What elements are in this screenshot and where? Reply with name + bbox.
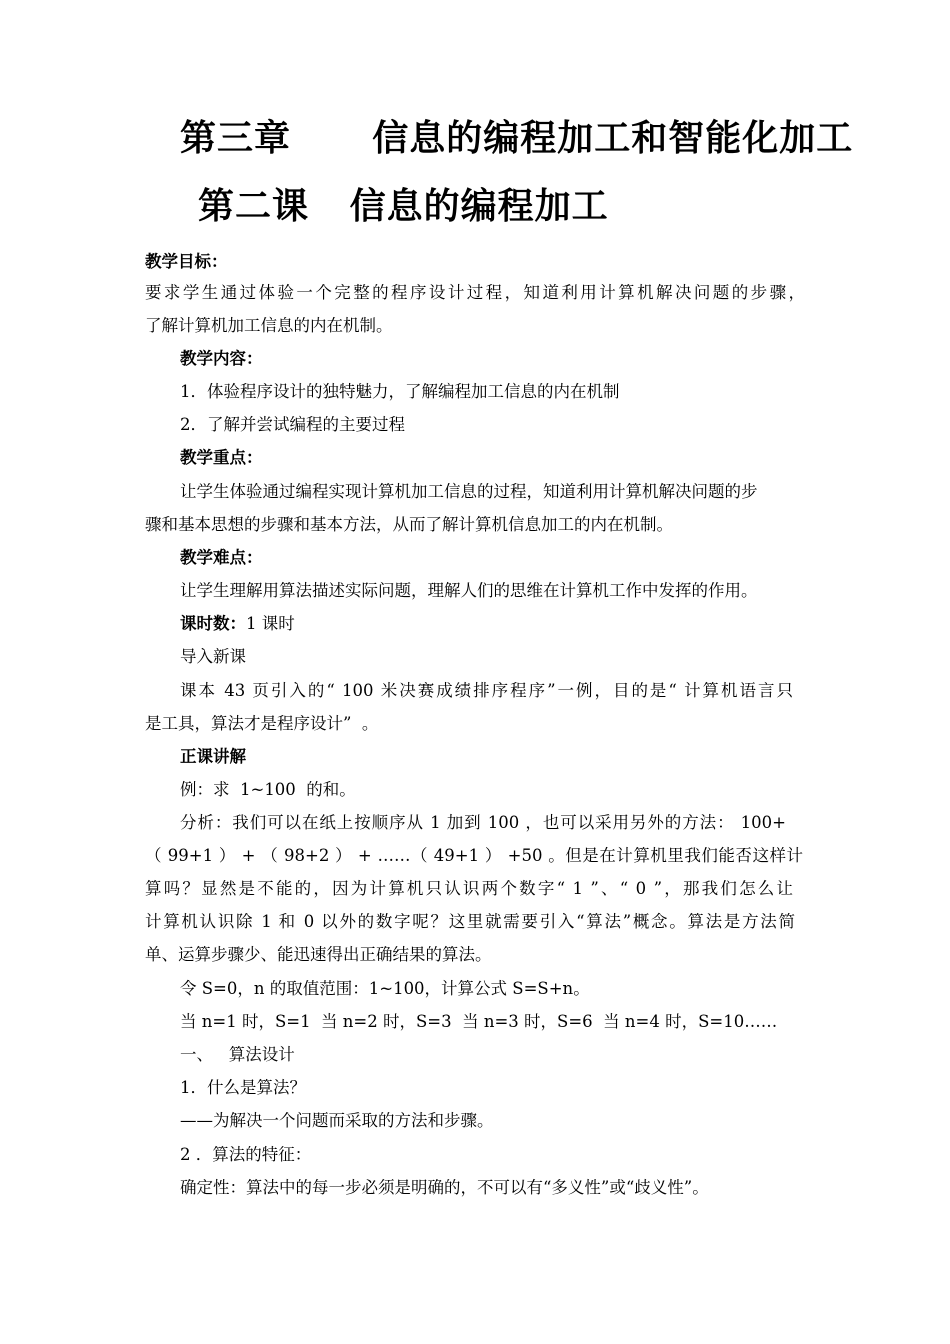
key-text-line1: 让学生体验通过编程实现计算机加工信息的过程，知道利用计算机解决问题的步 bbox=[180, 482, 758, 501]
lesson-title: 第二课 信息的编程加工 bbox=[198, 185, 609, 227]
hours-line bbox=[180, 612, 295, 636]
question-what-is-algorithm: 1．什么是算法？ bbox=[180, 1078, 306, 1097]
content-heading: 教学内容： bbox=[180, 349, 263, 368]
answer-determinism: 确定性：算法中的每一步必须是明确的，不可以有“多义性”或“歧义性”。 bbox=[180, 1178, 709, 1197]
analysis-line5: 单、运算步骤少、能迅速得出正确结果的算法。 bbox=[145, 945, 492, 964]
hours-value: 1 课时 bbox=[246, 614, 295, 633]
hours-label: 课时数： bbox=[180, 614, 246, 633]
chapter-title: 第三章 信息的编程加工和智能化加工 bbox=[180, 117, 854, 159]
lecture-heading: 正课讲解 bbox=[180, 747, 246, 766]
content-item-2: 2．了解并尝试编程的主要过程 bbox=[180, 415, 405, 434]
section-algorithm-design: 一、 算法设计 bbox=[180, 1045, 295, 1064]
analysis-line3: 算吗？显然是不能的，因为计算机只认识两个数字“ 1 ”、“ 0 ”，那我们怎么让 bbox=[145, 879, 793, 898]
goal-text-line1: 要求学生通过体验一个完整的程序设计过程，知道利用计算机解决问题的步骤， bbox=[145, 283, 805, 302]
steps-line: 当 n=1 时，S=1 当 n=2 时，S=3 当 n=3 时，S=6 当 n=4 时，S=10…… bbox=[180, 1012, 778, 1031]
answer-what-is-algorithm: ——为解决一个问题而采取的方法和步骤。 bbox=[180, 1111, 494, 1130]
content-item-1: 1．体验程序设计的独特魅力，了解编程加工信息的内在机制 bbox=[180, 382, 620, 401]
goal-heading: 教学目标： bbox=[145, 252, 228, 271]
intro-heading: 导入新课 bbox=[180, 647, 246, 666]
intro-text-line2: 是工具，算法才是程序设计” 。 bbox=[145, 714, 379, 733]
analysis-line1: 分析：我们可以在纸上按顺序从 1 加到 100 ，也可以采用另外的方法： 100+ bbox=[180, 813, 786, 832]
intro-text-line1: 课本 43 页引入的“ 100 米决赛成绩排序程序”一例，目的是“ 计算机语言只 bbox=[180, 681, 793, 700]
key-heading: 教学重点： bbox=[180, 448, 263, 467]
formula-line: 令 S=0，n 的取值范围：1~100，计算公式 S=S+n。 bbox=[180, 979, 590, 998]
key-text-line2: 骤和基本思想的步骤和基本方法，从而了解计算机信息加工的内在机制。 bbox=[145, 515, 673, 534]
difficulty-heading: 教学难点： bbox=[180, 548, 263, 567]
question-algorithm-features: 2 ．算法的特征： bbox=[180, 1145, 312, 1164]
analysis-line2: （ 99+1 ） + （ 98+2 ） + ……（ 49+1 ） +50 。但是在计算机里我们能否这样计 bbox=[145, 846, 803, 865]
goal-text-line2: 了解计算机加工信息的内在机制。 bbox=[145, 316, 393, 335]
analysis-line4: 计算机认识除 1 和 0 以外的数字呢？这里就需要引入“算法”概念。算法是方法简 bbox=[145, 912, 795, 931]
difficulty-text: 让学生理解用算法描述实际问题，理解人们的思维在计算机工作中发挥的作用。 bbox=[180, 581, 758, 600]
example-line: 例：求 1~100 的和。 bbox=[180, 780, 356, 799]
